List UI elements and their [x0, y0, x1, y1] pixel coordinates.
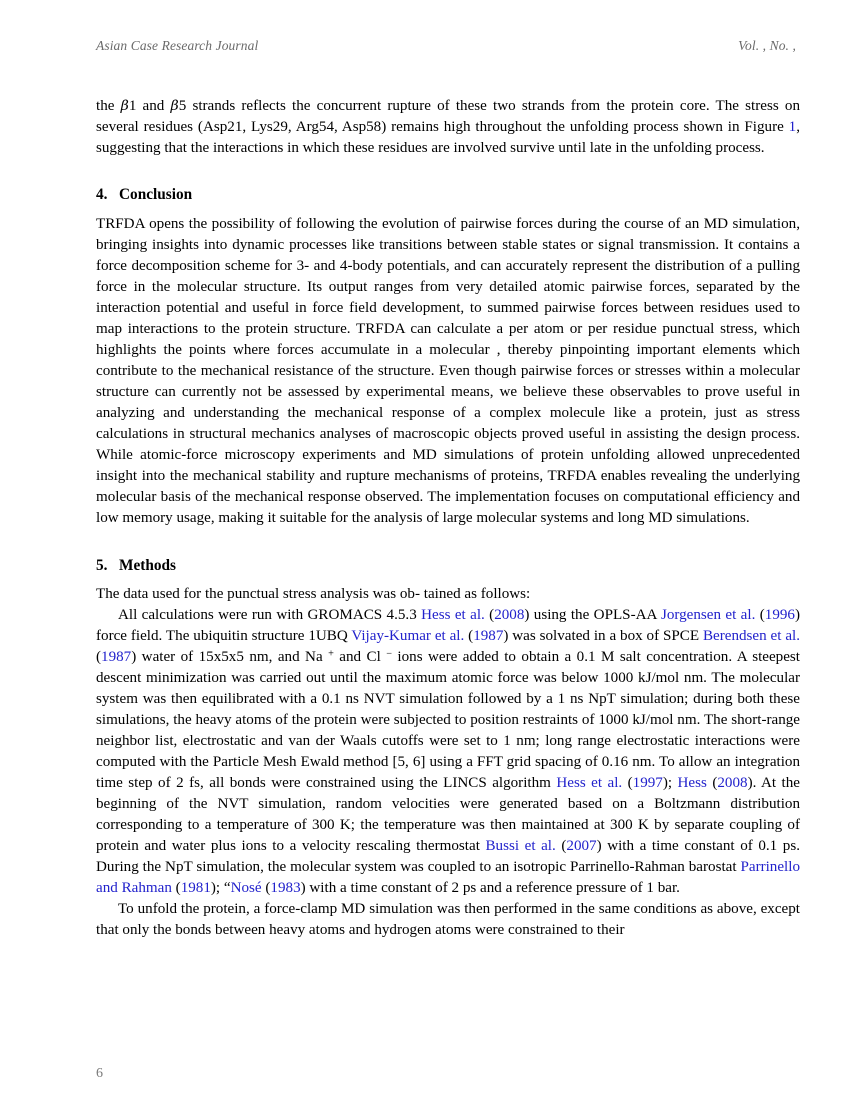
text-run: (	[464, 628, 474, 644]
page-content	[96, 96, 800, 941]
text-run: (	[706, 775, 718, 791]
text-run: ) using the OPLS-AA	[524, 607, 661, 623]
citation-year-link-1996[interactable]: 1996	[764, 607, 795, 623]
superscript-minus: −	[386, 648, 392, 660]
beta-symbol: β	[120, 98, 129, 114]
figure-reference-link[interactable]: 1	[788, 119, 797, 135]
text-run: );	[662, 775, 678, 791]
citation-link-bussi[interactable]: Bussi et al.	[485, 838, 556, 854]
section-title: Methods	[119, 557, 176, 574]
citation-year-link-1981[interactable]: 1981	[180, 880, 211, 896]
citation-year-link-1983[interactable]: 1983	[270, 880, 301, 896]
conclusion-paragraph: TRFDA opens the possibility of following the evolution of pairwise forces during the course of an MD simulation, bringing insights into dynamic processes like transitions between stable states or signal transmission. It contains a force decomposition scheme for 3- and 4-body potentials, and can accurately represent the distribution of a pulling force in the molecular structure. Its output ranges from very detailed atomic pairwise forces, separated by the interaction potential and useful in force field development, to summed pairwise forces between residues used to map interactions to the protein structure. TRFDA can calculate a per atom or per residue punctual stress, which highlights the points where forces accumulate in a molecular , thereby pinpointing important elements which contribute to the mechanical resistance of the structure. Even though pairwise forces or stresses within a molecular structure can currently not be assessed by experimental means, we believe these observables to prove useful in analyzing and understanding the mechanical response of a complex molecule like a protein, just as stress calculations in structural mechanics analyses of macroscopic objects proved useful in assisting the design process. While atomic-force microscopy experiments and MD simulations of protein unfolding allowed unprecedented insight into the mechanical stability and rupture mechanisms of proteins, TRFDA enables revealing the underlying molecular basis of the mechanical response observed. The implementation focuses on computational efficiency and low memory usage, making it suitable for the analysis of large molecular systems and long MD simulations.	[96, 216, 800, 526]
text-run: (	[622, 775, 633, 791]
text-run: ) water of 15x5x5 nm, and Na	[131, 649, 329, 665]
text-run: the	[96, 98, 121, 114]
journal-title: Asian Case Research Journal	[96, 38, 259, 53]
text-run: (	[484, 607, 495, 623]
text-run: ) with a time constant of 2 ps and a reference pressure of 1 bar.	[300, 880, 680, 896]
citation-link-parrinello-rahman[interactable]: Parrinello and Rahman	[96, 859, 800, 896]
text-run: (	[171, 880, 181, 896]
citation-year-link-1987a[interactable]: 1987	[473, 628, 504, 644]
text-run: ions were added to obtain a 0.1 M salt concentration. A steepest descent minimization was carried out until the maximum atomic force was below 1000 kJ/mol nm. The molecular system was then equilibrated with a 0.1 ns NVT simulation followed by a 1 ns NpT simulation; during both these simulations, the heavy atoms of the protein were subjected to position restraints of 1000 kJ/mol nm. The short-range neighbor list, electrostatic and van der Waals cutoffs were set to 1 nm; long range electrostatic interactions were computed with the Particle Mesh Ewald method [5, 6] using a FFT grid spacing of 0.16 nm. To allow an integration time step of 2 fs, all bonds were constrained using the LINCS algorithm	[96, 649, 800, 791]
text-run: and Cl	[333, 649, 387, 665]
citation-link-hess-1997[interactable]: Hess et al.	[556, 775, 623, 791]
text-run: (	[261, 880, 271, 896]
section-title: Conclusion	[119, 186, 193, 203]
text-run: , suggesting that the interactions in which these residues are involved survive until late in the unfolding process.	[96, 119, 800, 156]
section-heading-methods	[96, 556, 800, 576]
citation-link-vijay-kumar[interactable]: Vijay-Kumar et al.	[351, 628, 465, 644]
text-run: ); “	[210, 880, 231, 896]
methods-main-paragraph	[96, 605, 800, 899]
citation-year-link-2008a[interactable]: 2008	[494, 607, 525, 623]
section-heading-conclusion	[96, 185, 800, 205]
text-run: All calculations were run with GROMACS 4.5.3	[118, 607, 422, 623]
text-run: (	[555, 838, 567, 854]
text-run: ) with a time constant of 0.1 ps. During the NpT simulation, the molecular system was coupled to an isotropic Parrinello-Rahman barostat	[96, 838, 801, 875]
page-number: 6	[96, 1066, 103, 1081]
citation-link-berendsen[interactable]: Berendsen et al.	[702, 628, 800, 644]
text-run: (	[755, 607, 765, 623]
continued-paragraph	[96, 96, 800, 159]
citation-link-hess-2008b[interactable]: Hess	[677, 775, 707, 791]
text-run: ) force field. The ubiquitin structure 1UBQ	[96, 607, 800, 644]
beta-symbol: β	[170, 98, 179, 114]
citation-link-nose[interactable]: Nosé	[230, 880, 262, 896]
text-run: 5 strands reflects the concurrent rupture of these two strands from the protein core. The stress on several residues (Asp21, Lys29, Arg54, Asp58) remains high throughout the unfolding process shown in Figure	[96, 98, 800, 135]
citation-link-jorgensen[interactable]: Jorgensen et al.	[660, 607, 756, 623]
text-run: 1 and	[128, 98, 171, 114]
methods-intro-paragraph: The data used for the punctual stress analysis was ob- tained as follows:	[96, 586, 531, 602]
citation-year-link-1997[interactable]: 1997	[632, 775, 663, 791]
citation-year-link-2007[interactable]: 2007	[566, 838, 597, 854]
running-head	[96, 38, 796, 54]
text-run: ) was solvated in a box of SPCE	[503, 628, 703, 644]
section-number: 5.	[96, 557, 108, 574]
methods-final-paragraph: To unfold the protein, a force-clamp MD simulation was then performed in the same conditions as above, except that only the bonds between heavy atoms and hydrogen atoms were constrained to their	[96, 901, 800, 938]
volume-issue: Vol. , No. ,	[738, 38, 796, 53]
citation-year-link-1987b[interactable]: 1987	[101, 649, 132, 665]
superscript-plus: +	[328, 648, 334, 660]
text-run: ). At the beginning of the NVT simulation, random velocities were generated based on a Boltzmann distribution corresponding to a temperature of 300 K; the temperature was then maintained at 300 K by separate coupling of protein and water plus ions to a velocity rescaling thermostat	[96, 775, 800, 854]
text-run: (	[96, 649, 102, 665]
citation-link-hess-2008a[interactable]: Hess et al.	[421, 607, 485, 623]
citation-year-link-2008b[interactable]: 2008	[717, 775, 748, 791]
section-number: 4.	[96, 186, 108, 203]
